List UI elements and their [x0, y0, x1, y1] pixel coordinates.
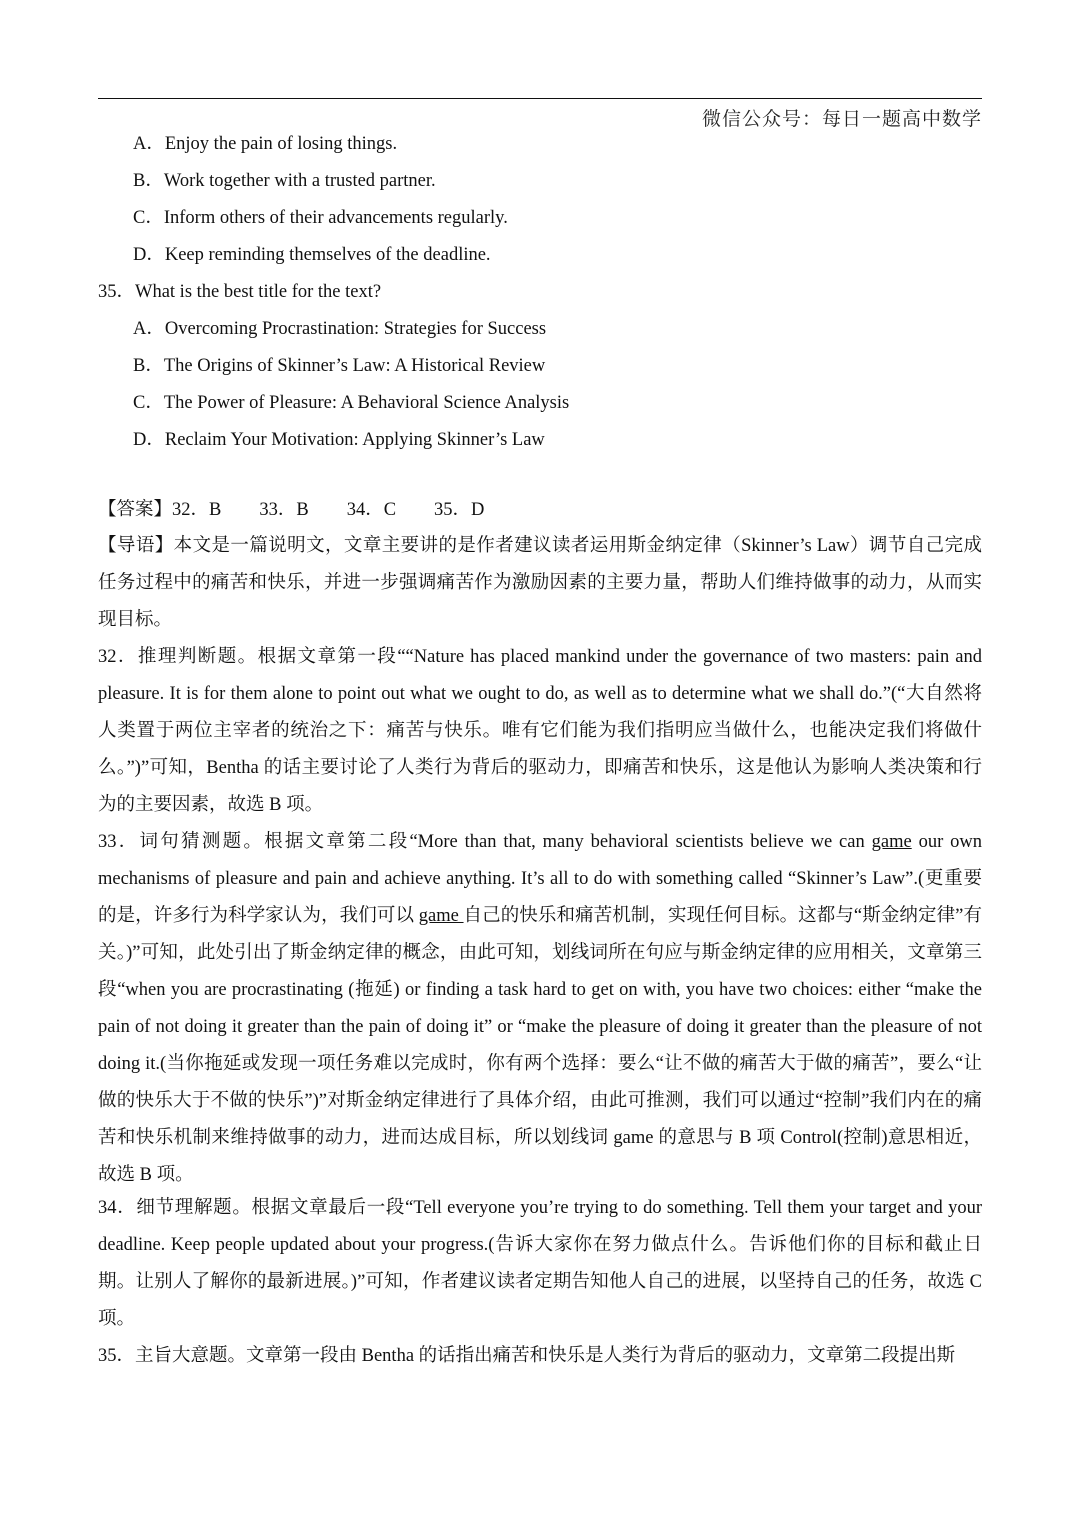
q34-option-a: A．Enjoy the pain of losing things.: [133, 134, 398, 154]
q35-option-d: D．Reclaim Your Motivation: Applying Skinner’s Law: [133, 430, 545, 450]
answer-label: 【答案】: [98, 500, 173, 520]
intro-paragraph: [98, 528, 982, 639]
q34-option-b: B．Work together with a trusted partner.: [133, 171, 436, 191]
explanation-35: 35．主旨大意题。文章第一段由 Bentha 的话指出痛苦和快乐是人类行为背后的驱动力，文章第二段提出斯: [98, 1346, 956, 1366]
underlined-word: game: [871, 832, 912, 852]
answer-34: 34．C: [346, 500, 397, 520]
explanation-34: 34．细节理解题。根据文章最后一段“Tell everyone you’re trying to do something. Tell them your target and your deadline. Keep people updated about your progress.(告诉大家你在努力做点什么。告诉他们你的目标和截止日期。让别人了解你的最新进展。)”可知，作者建议读者定期告知他人自己的进展，以坚持自己的任务，故选 C 项。: [98, 1198, 982, 1329]
q34-option-d: D．Keep reminding themselves of the deadline.: [133, 245, 491, 265]
underlined-word: game: [418, 906, 464, 926]
explanation-32: 32．推理判断题。根据文章第一段““Nature has placed mankind under the governance of two masters: pain and pleasure. It is for them alone to point out what we ought to do, as well as to determine what we shall do.”(“大自然将人类置于两位主宰者的统治之下：痛苦与快乐。唯有它们能为我们指明应当做什么，也能决定我们将做什么。”)”可知，Bentha 的话主要讨论了人类行为背后的驱动力，即痛苦和快乐，这是他认为影响人类决策和行为的主要因素，故选 B 项。: [98, 647, 982, 815]
answer-key: [98, 498, 484, 522]
header-divider: [98, 98, 982, 99]
q35-option-b: B．The Origins of Skinner’s Law: A Historical Review: [133, 356, 546, 376]
answer-35: 35．D: [434, 500, 485, 520]
q34-option-c: C．Inform others of their advancements regularly.: [133, 208, 508, 228]
answer-33: 33．B: [259, 500, 309, 520]
q35-option-a: A．Overcoming Procrastination: Strategies for Success: [133, 319, 547, 339]
q35-option-c: C．The Power of Pleasure: A Behavioral Science Analysis: [133, 393, 570, 413]
answer-32: 32．B: [172, 500, 222, 520]
intro-label: 【导语】: [98, 536, 174, 556]
explanation-33: 33．词句猜测题。根据文章第二段“More than that, many behavioral scientists believe we can game our own mechanisms of pleasure and pain and achieve anything. It’s all to do with something called “Skinner’s Law”.(更重要的是，许多行为科学家认为，我们可以 game 自己的快乐和痛苦机制，实现任何目标。这都与“斯金纳定律”有关。)”可知，此处引出了斯金纳定律的概念，由此可知，划线词所在句应与斯金纳定律的应用相关，文章第三段“when you are procrastinating (拖延) or finding a task hard to get on with, you have two choices: either “make the pain of not doing it greater than the pain of doing it” or “make the pleasure of doing it greater than the pleasure of not doing it.(当你拖延或发现一项任务难以完成时，你有两个选择：要么“让不做的痛苦大于做的痛苦”，要么“让做的快乐大于不做的快乐”)”对斯金纳定律进行了具体介绍，由此可推测，我们可以通过“控制”我们内在的痛苦和快乐机制来维持做事的动力，进而达成目标，所以划线词 game 的意思与 B 项 Control(控制)意思相近，故选 B 项。: [98, 832, 982, 1185]
intro-text: 本文是一篇说明文，文章主要讲的是作者建议读者运用斯金纳定律（Skinner’s Law）调节自己完成任务过程中的痛苦和快乐，并进一步强调痛苦作为激励因素的主要力量，帮助人们维持做事的动力，从而实现目标。: [98, 536, 982, 630]
header-watermark: 微信公众号：每日一题高中数学: [701, 108, 982, 130]
q35-stem: 35．What is the best title for the text?: [98, 282, 382, 302]
